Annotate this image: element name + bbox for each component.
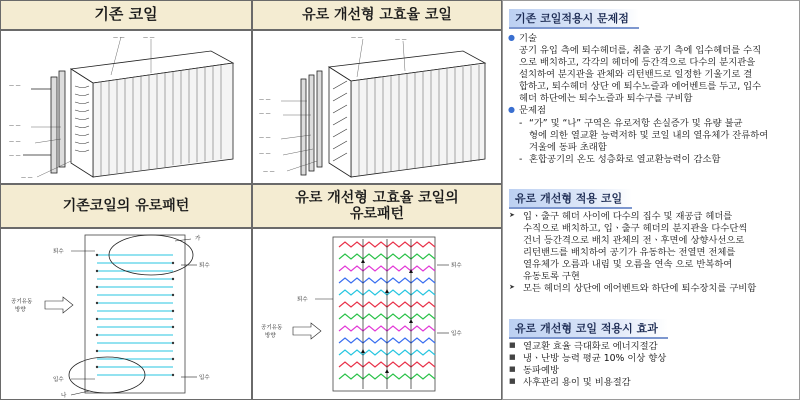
svg-text:— —: — — [9,153,21,159]
svg-text:— —: — — [9,83,21,89]
svg-text:— —: — — [9,139,21,145]
issue-line-1: - “가” 및 “나” 구역은 유로저항 손실증가 및 유량 불균 [507,118,797,130]
applied-line-5: 열유체가 오름과 내림 및 오름을 연속 으로 반복하여 [523,259,733,271]
applied-body [507,211,797,296]
applied-line-2: 수직으로 배치하고, 입ㆍ출구 헤더의 분지관을 다수단씩 [523,223,748,235]
svg-text:— —: — — [395,37,407,43]
label-inlet-improved: 입수 [451,331,462,337]
issue-line-3: 겨울에 동파 초래함 [529,141,607,153]
label-outlet-right: 퇴수 [199,263,210,269]
applied-title: 유로 개선형 적용 코일 [509,189,632,209]
existing-coil-drawing [0,30,252,184]
problems-body [507,33,797,166]
label-outlet-improved-left: 퇴수 [297,297,308,303]
effect-item-2: ■ 냉ㆍ난방 능력 평균 10% 이상 향상 [507,353,797,365]
existing-coil-svg [1,31,251,183]
applied-line-3: 건너 등간격으로 배치 관체의 전ㆍ후면에 상향사선으로 [523,235,745,247]
problems-title: 기존 코일적용시 문제점 [509,9,639,29]
improved-coil-svg [253,31,501,183]
improved-pattern-title-line1: 유로 개선형 고효율 코일의 [295,189,459,206]
effect-item-3: ■ 동파예방 [507,365,797,377]
svg-text:— —: — — [259,111,271,117]
label-air-dir-improved-1: 공기유동 [261,325,283,331]
header-existing-coil: 기존 코일 [0,0,252,30]
svg-text:— —: — — [113,35,125,41]
svg-text:— —: — — [259,97,271,103]
label-ga: 가 [195,236,201,242]
svg-text:— —: — — [143,35,155,41]
issue-line-2: 형에 의한 열교환 능력저하 및 코일 내의 열유체가 잔류하여 [529,129,769,141]
tech-line-4: 합하고, 퇴수헤더 상단 에 퇴수노즐과 에어벤트를 두고, 입수 [519,81,762,93]
label-outlet-top: 퇴수 [53,249,64,255]
tech-line-3: 설치하여 분지관을 관체와 리턴밴드로 일정한 기울기로 결 [519,69,753,81]
label-na: 나 [61,393,67,399]
svg-text:— —: — — [263,169,275,175]
applied-line-4: 리턴밴드를 배치하여 공기가 유동하는 전열면 전체를 [523,247,736,259]
applied-line-6: 유동토록 구현 [523,271,580,283]
applied-item-2: ➤ 모든 헤더의 상단에 에어벤트와 하단에 퇴수장치를 구비함 [507,283,797,295]
label-air-dir-improved-2: 방향 [265,333,276,339]
text-panel [502,0,800,400]
issue-line-4: - 혼합공기의 온도 성층화로 열교환능력이 감소함 [507,154,797,166]
header-existing-pattern: 기존코일의 유로패턴 [0,184,252,228]
effect-item-4: ■ 사후관리 용이 및 비용절감 [507,377,797,389]
svg-text:— —: — — [259,151,271,157]
improved-pattern-drawing [252,228,502,400]
header-improved-coil: 유로 개선형 고효율 코일 [252,0,502,30]
applied-item-1: ➤ 입ㆍ출구 헤더 사이에 다수의 집수 및 재공급 헤더를 [507,211,797,223]
label-air-dir-1: 공기유동 [11,299,33,305]
tech-line-5: 헤더 하단에는 퇴수노즐과 퇴수구를 구비함 [519,93,693,105]
effects-title: 유로 개선형 코일 적용시 효과 [509,319,668,339]
effects-body [507,341,797,389]
svg-text:— —: — — [259,135,271,141]
existing-pattern-svg [1,229,251,399]
header-improved-pattern [252,184,502,228]
svg-text:— —: — — [9,123,21,129]
label-inlet-left: 입수 [53,377,64,383]
label-outlet-improved: 퇴수 [451,263,462,269]
improved-coil-drawing [252,30,502,184]
label-air-dir-2: 방향 [15,307,26,313]
issue-heading: ● 문제점 [507,105,797,117]
improved-pattern-svg [253,229,501,399]
label-inlet-right: 입수 [199,375,210,381]
svg-text:— —: — — [351,35,363,41]
existing-pattern-drawing [0,228,252,400]
improved-pattern-title-line2: 유로패턴 [349,206,405,222]
tech-line-2: 으로 배치하고, 각각의 헤더에 등간격으로 다수의 분지관을 [519,57,756,69]
tech-line-1: 공기 유입 측에 퇴수헤더를, 취출 공기 측에 입수헤더를 수직 [519,45,762,57]
effect-item-1: ■ 열교환 효율 극대화로 에너지절감 [507,341,797,353]
tech-heading: ● 기술 [507,33,797,45]
svg-text:— —: — — [21,175,33,181]
